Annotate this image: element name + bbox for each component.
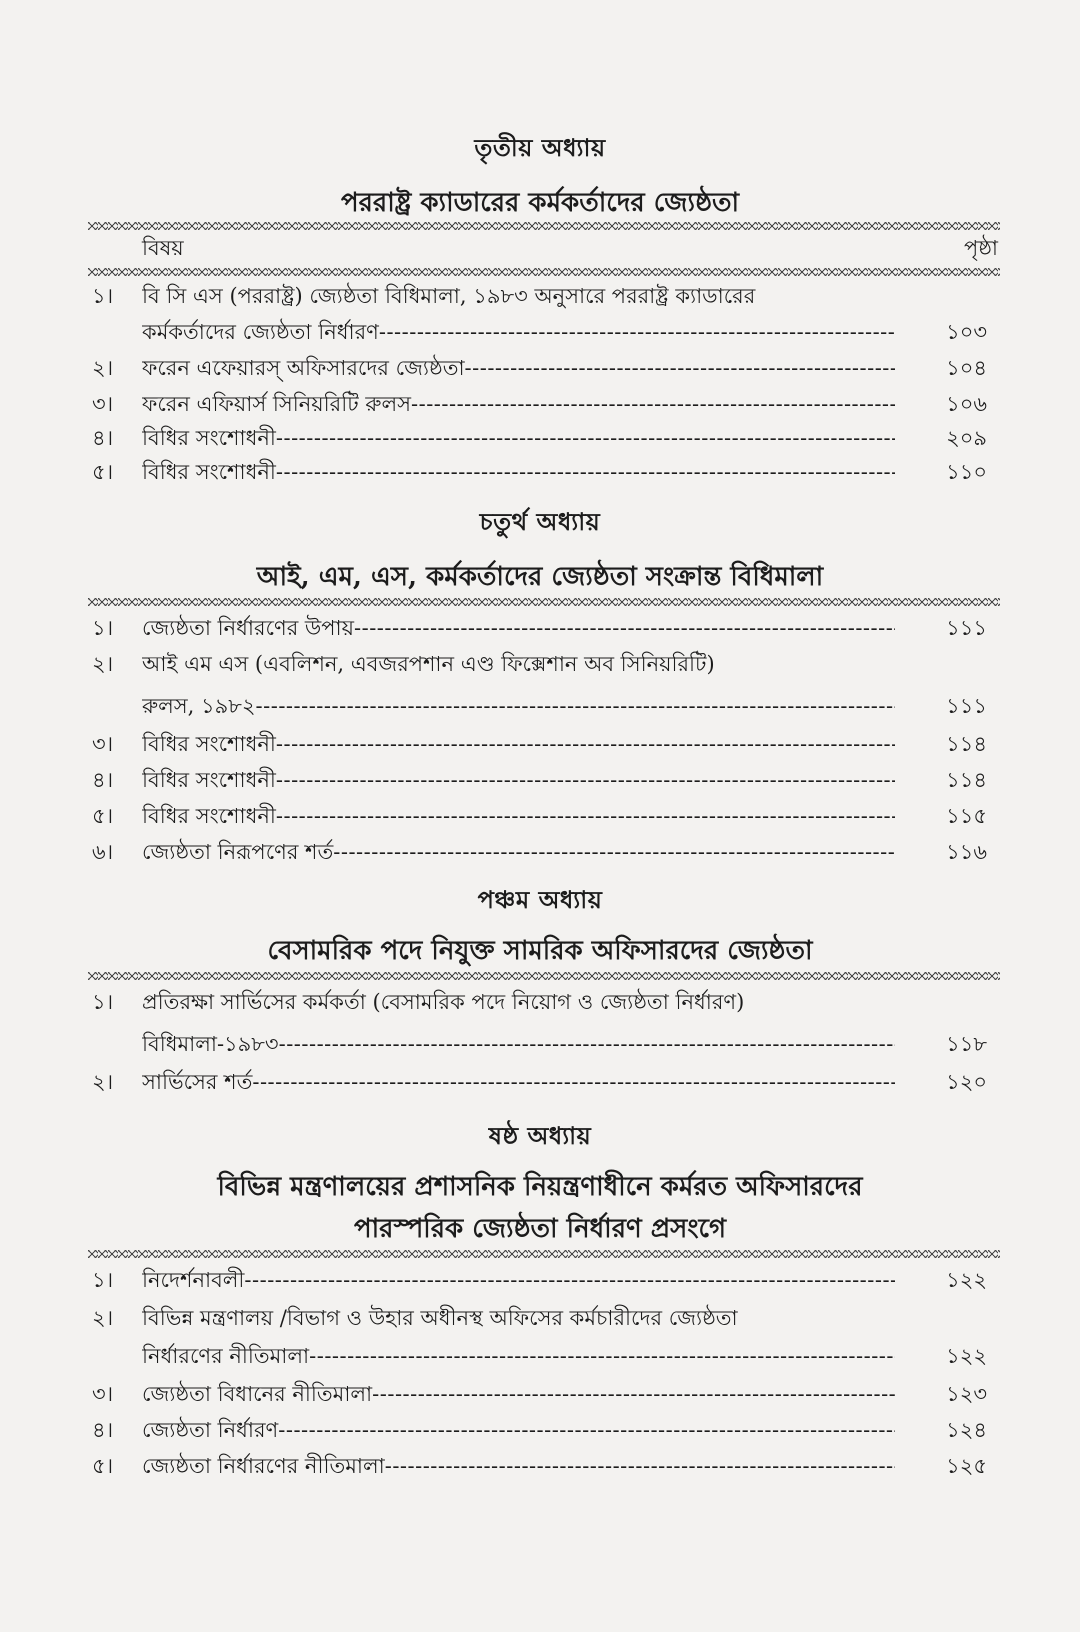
item-text: ফরেন এফেয়ারস্ অফিসারদের জ্যেষ্ঠতা ----- — [142, 352, 895, 387]
list-item — [92, 836, 987, 866]
item-number: ৪। — [92, 768, 114, 792]
page-number: ২০৯ — [946, 426, 987, 450]
item-number: ১। — [92, 616, 114, 640]
chapter-6-title-line-2: পারস্পরিক জ্যেষ্ঠতা নির্ধারণ প্রসংগে — [353, 1214, 727, 1244]
item-text: রুলস, ১৯৮২ ----- — [142, 690, 895, 725]
item-number: ২। — [92, 1070, 114, 1094]
item-number: ২। — [92, 652, 114, 676]
wavy-divider — [88, 222, 1000, 230]
list-item — [92, 422, 987, 452]
item-number: ২। — [92, 1306, 114, 1330]
item-number: ৫। — [92, 1454, 114, 1478]
chapter-4-heading: চতুর্থ অধ্যায় — [479, 507, 601, 536]
page-number: ১১১ — [946, 694, 987, 718]
list-item — [92, 1264, 987, 1294]
item-text: আই এম এস (এবলিশন, এবজরপশান এণ্ড ফিক্সেশান অব সিনিয়রিটি) — [142, 652, 715, 676]
list-item-continuation — [142, 1340, 987, 1370]
item-text: জ্যেষ্ঠতা নির্ধারণের উপায় ----- — [142, 612, 895, 647]
wavy-divider — [88, 1250, 1000, 1258]
page-number: ১২৪ — [946, 1418, 987, 1442]
list-item — [92, 986, 987, 1016]
page-number: ১২০ — [946, 1070, 987, 1094]
chapter-3-title: পররাষ্ট্র ক্যাডারের কর্মকর্তাদের জ্যেষ্ঠতা — [340, 188, 740, 218]
item-text: বিধির সংশোধনী ----- — [142, 456, 895, 491]
chapter-4-title: আই, এম, এস, কর্মকর্তাদের জ্যেষ্ঠতা সংক্রান্ত বিধিমালা — [256, 562, 824, 592]
page-number: ১১৮ — [946, 1032, 987, 1056]
item-text: বিধির সংশোধনী ----- — [142, 800, 895, 835]
item-number: ২। — [92, 356, 114, 380]
list-item — [92, 612, 987, 642]
item-number: ১। — [92, 1268, 114, 1292]
page-number: ১১১ — [946, 616, 987, 640]
list-item-continuation — [142, 690, 987, 720]
chapter-6-title-line-1: বিভিন্ন মন্ত্রণালয়ের প্রশাসনিক নিয়ন্ত্রণাধীনে কর্মরত অফিসারদের — [217, 1172, 863, 1202]
list-item — [92, 388, 987, 418]
list-item — [92, 1302, 987, 1332]
item-text: নিদের্শনাবলী ----- — [142, 1264, 895, 1299]
list-item — [92, 1066, 987, 1096]
item-text: বিধির সংশোধনী ----- — [142, 764, 895, 799]
page-number: ১১০ — [946, 460, 987, 484]
list-item — [92, 728, 987, 758]
wavy-divider — [88, 972, 1000, 980]
column-header-page: পৃষ্ঠা — [963, 236, 998, 260]
wavy-divider — [88, 268, 1000, 276]
page-number: ১২২ — [946, 1344, 987, 1368]
item-text: সার্ভিসের শর্ত ----- — [142, 1066, 895, 1101]
page-number: ১০৩ — [946, 320, 987, 344]
item-number: ৬। — [92, 840, 114, 864]
item-text: জ্যেষ্ঠতা নির্ধারণ ----- — [142, 1414, 895, 1449]
item-number: ৩। — [92, 392, 114, 416]
wavy-divider — [88, 598, 1000, 606]
item-text: প্রতিরক্ষা সার্ভিসের কর্মকর্তা (বেসামরিক পদে নিয়োগ ও জ্যেষ্ঠতা নির্ধারণ) — [142, 990, 745, 1014]
item-number: ১। — [92, 284, 114, 308]
chapter-6-heading: ষষ্ঠ অধ্যায় — [488, 1121, 592, 1150]
chapter-5-heading: পঞ্চম অধ্যায় — [477, 885, 603, 914]
item-text: নির্ধারণের নীতিমালা ----- — [142, 1340, 895, 1375]
item-number: ১। — [92, 990, 114, 1014]
list-item — [92, 1414, 987, 1444]
list-item — [92, 280, 987, 310]
item-number: ৪। — [92, 426, 114, 450]
item-text: ফরেন এফিয়ার্স সিনিয়রিটি রুলস ----- — [142, 388, 895, 423]
list-item — [92, 764, 987, 794]
item-number: ৩। — [92, 732, 114, 756]
chapter-3-heading: তৃতীয় অধ্যায় — [474, 133, 606, 162]
item-text: বিধির সংশোধনী ----- — [142, 422, 895, 457]
list-item — [92, 1450, 987, 1480]
list-item — [92, 1378, 987, 1408]
page-number: ১০৬ — [946, 392, 987, 416]
list-item-continuation — [142, 1028, 987, 1058]
list-item — [92, 352, 987, 382]
item-number: ৩। — [92, 1382, 114, 1406]
page-number: ১০৪ — [946, 356, 987, 380]
item-text: বিধিমালা-১৯৮৩ ----- — [142, 1028, 895, 1063]
item-text: বিধির সংশোধনী ----- — [142, 728, 895, 763]
list-item — [92, 648, 987, 678]
page-number: ১২২ — [946, 1268, 987, 1292]
item-number: ৫। — [92, 804, 114, 828]
list-item — [92, 456, 987, 486]
list-item — [92, 800, 987, 830]
item-text: কর্মকর্তাদের জ্যেষ্ঠতা নির্ধারণ ----- — [142, 316, 895, 351]
item-text: বিভিন্ন মন্ত্রণালয় /বিভাগ ও উহার অধীনস্থ অফিসের কর্মচারীদের জ্যেষ্ঠতা — [142, 1306, 738, 1330]
item-number: ৪। — [92, 1418, 114, 1442]
page-number: ১১৫ — [946, 804, 987, 828]
item-text: জ্যেষ্ঠতা নির্ধারণের নীতিমালা ----- — [142, 1450, 895, 1485]
item-text: জ্যেষ্ঠতা নিরূপণের শর্ত ----- — [142, 836, 895, 871]
page-number: ১১৪ — [946, 768, 987, 792]
list-item-continuation — [142, 316, 987, 346]
chapter-5-title: বেসামরিক পদে নিযুক্ত সামরিক অফিসারদের জ্যেষ্ঠতা — [267, 936, 813, 966]
page-number: ১২৩ — [946, 1382, 987, 1406]
page-number: ১১৪ — [946, 732, 987, 756]
item-text: জ্যেষ্ঠতা বিধানের নীতিমালা ----- — [142, 1378, 895, 1413]
page-number: ১২৫ — [946, 1454, 987, 1478]
column-header-subject: বিষয় — [142, 236, 184, 260]
item-text: বি সি এস (পররাষ্ট্র) জ্যেষ্ঠতা বিধিমালা, ১৯৮৩ অনুসারে পররাষ্ট্র ক্যাডারের — [142, 284, 756, 308]
item-number: ৫। — [92, 460, 114, 484]
page-number: ১১৬ — [946, 840, 987, 864]
